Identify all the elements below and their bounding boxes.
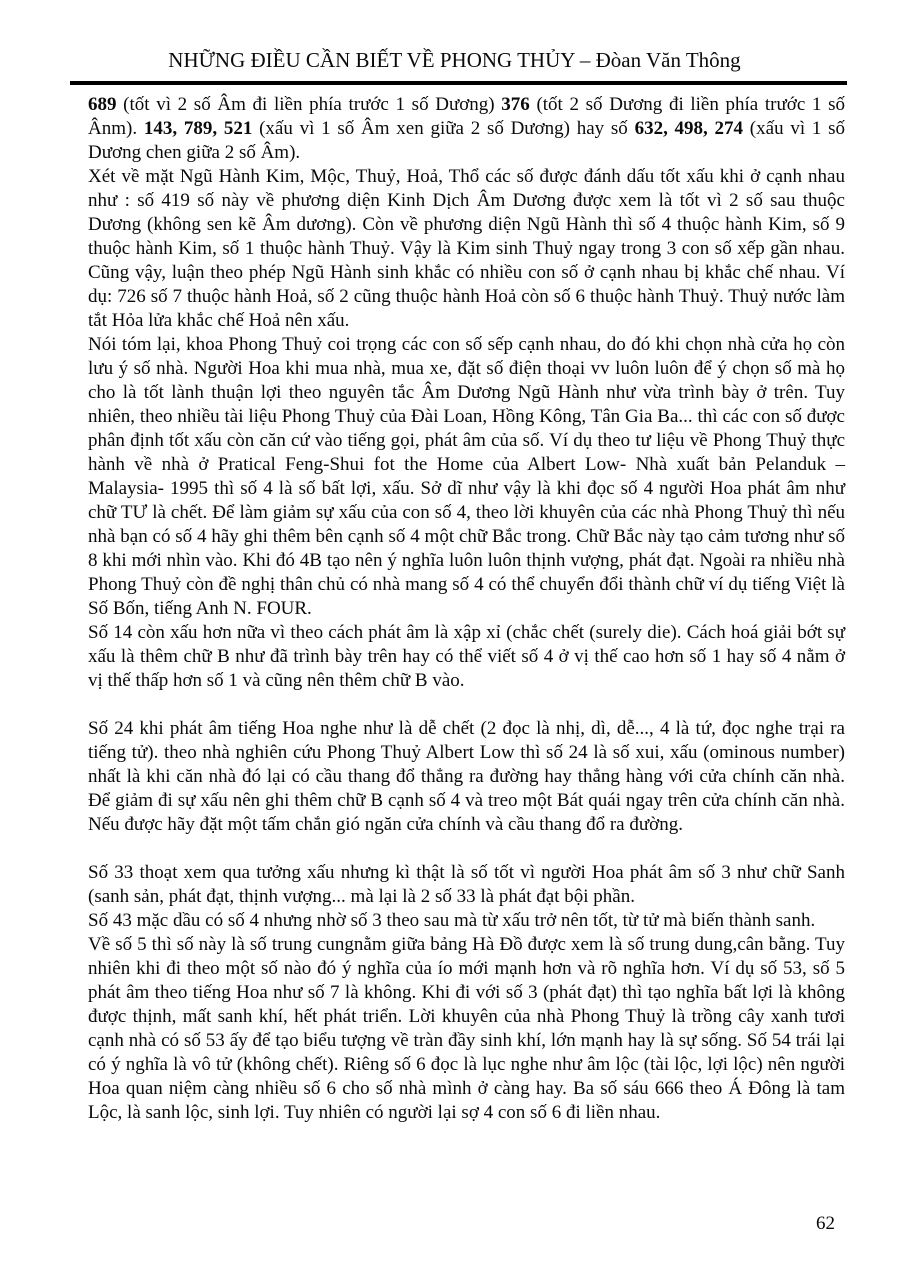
text-run: (xấu vì 1 số Âm xen giữa 2 số Dương) hay số xyxy=(252,118,635,139)
page-header xyxy=(0,0,909,85)
text-run: Số 43 mặc dầu có số 4 nhưng nhờ số 3 theo sau mà từ xấu trở nên tốt, từ tử mà biến thành sanh. xyxy=(88,910,816,931)
paragraph xyxy=(88,717,845,837)
text-run: Số 33 thoạt xem qua tưởng xấu nhưng kì thật là số tốt vì người Hoa phát âm số 3 như chữ Sanh (sanh sản, phát đạt, thịnh vượng... mà lại là 2 số 33 là phát đạt bội phần. xyxy=(88,862,845,907)
header-title: NHỮNG ĐIỀU CẦN BIẾT VỀ PHONG THỦY – Đòan Văn Thông xyxy=(168,48,741,72)
paragraph xyxy=(88,165,845,333)
text-run: (tốt 2 số Dương đi liền phía trước 1 số Ânm). xyxy=(88,94,845,139)
bold-text-run: 376 xyxy=(501,94,530,115)
page-number: 62 xyxy=(816,1213,835,1234)
bold-text-run: 143, 789, 521 xyxy=(143,118,253,139)
body-text xyxy=(88,93,845,1125)
header-rule xyxy=(70,81,847,85)
paragraph xyxy=(88,861,845,909)
paragraph xyxy=(88,93,845,165)
paragraph xyxy=(88,933,845,1125)
text-run: Số 24 khi phát âm tiếng Hoa nghe như là dễ chết (2 đọc là nhị, dì, dễ..., 4 là tứ, đọc nghe trại ra tiếng tử). theo nhà nghiên cứu Phong Thuỷ Albert Low thì số 24 là số xui, xấu (ominous number) nhất là khi căn nhà đó lại có cầu thang đổ thẳng ra đường hay thẳng hàng với cửa chính căn nhà. Để giảm đi sự xấu nên ghi thêm chữ B cạnh số 4 và treo một Bát quái ngay trên cửa chính căn nhà. Nếu được hãy đặt một tấm chắn gió ngăn cửa chính và cầu thang đổ ra đường. xyxy=(88,718,845,835)
text-run: Xét về mặt Ngũ Hành Kim, Mộc, Thuỷ, Hoả, Thổ các số được đánh dấu tốt xấu khi ở cạnh nhau như : số 419 số này về phương diện Kinh Dịch Âm Dương được xem là tốt vì 2 số sau thuộc Dương (không sen kẽ Âm dương). Còn về phương diện Ngũ Hành thì số 4 thuộc hành Kim, số 9 thuộc hành Kim, số 1 thuộc hành Thuỷ. Vậy là Kim sinh Thuỷ ngay trong 3 con số xếp gần nhau. Cũng vậy, luận theo phép Ngũ Hành sinh khắc có nhiều con số ở cạnh nhau bị khắc chế nhau. Ví dụ: 726 số 7 thuộc hành Hoả, số 2 cũng thuộc hành Hoả còn số 6 thuộc hành Thuỷ. Thuỷ nước làm tắt Hỏa lửa khắc chế Hoả nên xấu. xyxy=(88,166,845,331)
text-run: (xấu vì 1 số Dương chen giữa 2 số Âm). xyxy=(88,118,845,163)
text-run: Về số 5 thì số này là số trung cungnằm giữa bảng Hà Đồ được xem là số trung dung,cân bằng. Tuy nhiên khi đi theo một số nào đó ý nghĩa của ío mới mạnh hơn và rõ nghĩa hơn. Ví dụ số 53, số 5 phát âm theo tiếng Hoa như số 7 là không. Khi đi với số 3 (phát đạt) thì tạo nghĩa bất lợi là không được thịnh, mất sanh khí, hết phát triển. Lời khuyên của nhà Phong Thuỷ là trồng cây xanh tươi cạnh nhà có số 53 ấy để tạo biểu tượng về tràn đầy sinh khí, lớn mạnh hay là sự sống. Số 54 trái lại có ý nghĩa là vô tử (không chết). Riêng số 6 đọc là lục nghe như âm lộc (tài lộc, lợi lộc) nên người Hoa quan niệm càng nhiều số 6 cho số nhà mình ở càng hay. Ba số sáu 666 theo Á Đông là tam Lộc, là sanh lộc, sinh lợi. Tuy nhiên có người lại sợ 4 con số 6 đi liền nhau. xyxy=(88,934,845,1123)
paragraph xyxy=(88,621,845,693)
bold-text-run: 632, 498, 274 xyxy=(634,118,744,139)
paragraph xyxy=(88,333,845,621)
text-run: Số 14 còn xấu hơn nữa vì theo cách phát âm là xập xỉ (chắc chết (surely die). Cách hoá giải bớt sự xấu là thêm chữ B như đã trình bày trên hay có thể viết số 4 ở vị thế cao hơn số 1 hay số 4 nằm ở vị thế thấp hơn số 1 và cũng nên thêm chữ B vào. xyxy=(88,622,845,691)
text-run: (tốt vì 2 số Âm đi liền phía trước 1 số Dương) xyxy=(116,94,502,115)
paragraph xyxy=(88,909,845,933)
text-run: Nói tóm lại, khoa Phong Thuỷ coi trọng các con số sếp cạnh nhau, do đó khi chọn nhà cửa họ còn lưu ý số nhà. Người Hoa khi mua nhà, mua xe, đặt số điện thoại vv luôn luôn để ý chọn số mà họ cho là tốt lành thuận lợi theo nguyên tắc Âm Dương Ngũ Hành như vừa trình bày ở trên. Tuy nhiên, theo nhiều tài liệu Phong Thuỷ của Đài Loan, Hồng Kông, Tân Gia Ba... thì các con số được phân định tốt xấu còn căn cứ vào tiếng gọi, phát âm của số. Ví dụ theo tư liệu về Phong Thuỷ thực hành về nhà ở Pratical Feng-Shui fot the Home của Albert Low- Nhà xuất bản Pelanduk – Malaysia- 1995 thì số 4 là số bất lợi, xấu. Sở dĩ như vậy là khi đọc số 4 người Hoa phát âm như chữ TƯ là chết. Để làm giảm sự xấu của con số 4, theo lời khuyên của các nhà Phong Thuỷ thì nếu nhà bạn có số 4 hãy ghi thêm bên cạnh số 4 một chữ Bắc trong. Chữ Bắc này tạo cảm tương như số 8 khi mới nhìn vào. Khi đó 4B tạo nên ý nghĩa luôn luôn thịnh vượng, phát đạt. Ngoài ra nhiều nhà Phong Thuỷ còn đề nghị thân chủ có nhà mang số 4 có thể chuyển đổi thành chữ ví dụ tiếng Việt là Số Bốn, tiếng Anh N. FOUR. xyxy=(88,334,845,619)
bold-text-run: 689 xyxy=(88,94,117,115)
